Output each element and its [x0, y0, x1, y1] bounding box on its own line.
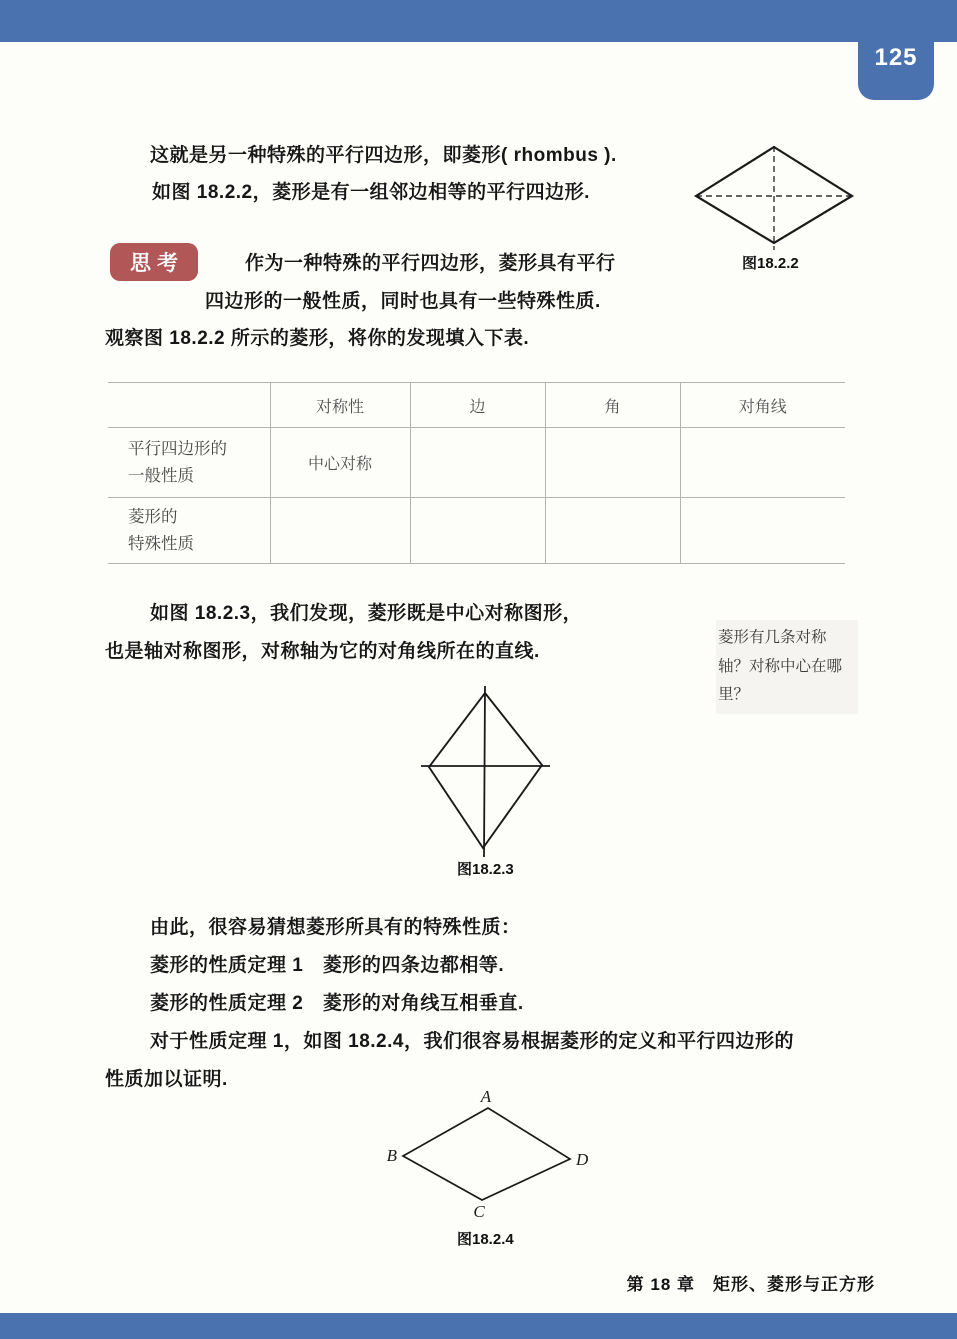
- cell-parallelogram-symmetry: 中心对称: [270, 428, 410, 498]
- rhombus-18-2-2: [688, 140, 860, 252]
- table-header-symmetry: 对称性: [270, 383, 410, 428]
- theorem-2: 菱形的性质定理 2 菱形的对角线互相垂直.: [150, 993, 524, 1014]
- guess-line: 由此，很容易猜想菱形所具有的特殊性质：: [150, 917, 521, 938]
- rhombus-18-2-4: [385, 1088, 595, 1220]
- proof-line-1: 对于性质定理 1，如图 18.2.4，我们很容易根据菱形的定义和平行四边形的: [150, 1031, 794, 1052]
- row-label-parallelogram-line2: 一般性质: [128, 466, 194, 485]
- cell-parallelogram-sides: [410, 428, 545, 498]
- figure-18-2-3: [420, 685, 552, 859]
- cell-rhombus-diagonals: [680, 498, 845, 564]
- table-header-diagonals: 对角线: [680, 383, 845, 428]
- rhombus-18-2-3: [420, 685, 552, 859]
- think-badge-label: 思考: [130, 252, 184, 275]
- think-line-2: 四边形的一般性质，同时也具有一些特殊性质.: [205, 291, 601, 312]
- think-badge: [110, 243, 198, 281]
- table-header-row: [108, 383, 845, 428]
- intro-line-1: 这就是另一种特殊的平行四边形，即菱形( rhombus ).: [150, 145, 617, 166]
- row-label-rhombus-line2: 特殊性质: [128, 534, 194, 553]
- figure-18-2-4: [385, 1088, 595, 1220]
- cell-parallelogram-diagonals: [680, 428, 845, 498]
- properties-table: [108, 382, 845, 564]
- vertex-label-b: B: [386, 1146, 397, 1165]
- theorem-1: 菱形的性质定理 1 菱形的四条边都相等.: [150, 955, 505, 976]
- table-header-sides: 边: [410, 383, 545, 428]
- cell-parallelogram-angles: [545, 428, 680, 498]
- cell-rhombus-sides: [410, 498, 545, 564]
- figure-18-2-2: [688, 140, 860, 252]
- margin-sidenote: 菱形有几条对称轴？对称中心在哪里？: [716, 620, 858, 714]
- vertical-diagonal: [484, 686, 485, 857]
- page-number: 125: [874, 44, 918, 71]
- vertex-label-c: C: [473, 1202, 485, 1220]
- figure-18-2-3-caption: 图18.2.3: [457, 861, 514, 878]
- intro-line-2: 如图 18.2.2，菱形是有一组邻边相等的平行四边形.: [152, 182, 590, 203]
- figure-18-2-2-caption: 图18.2.2: [742, 255, 799, 272]
- row-label-rhombus: [108, 498, 270, 564]
- vertex-label-d: D: [576, 1150, 589, 1169]
- vertex-label-a: A: [480, 1088, 492, 1106]
- proof-line-2: 性质加以证明.: [105, 1069, 228, 1090]
- row-label-parallelogram: [108, 428, 270, 498]
- row-label-parallelogram-line1: 平行四边形的: [128, 440, 227, 459]
- figure-18-2-4-caption: 图18.2.4: [457, 1231, 514, 1248]
- chapter-footer: 第 18 章 矩形、菱形与正方形: [626, 1275, 875, 1294]
- cell-rhombus-angles: [545, 498, 680, 564]
- think-line-1: 作为一种特殊的平行四边形，菱形具有平行: [245, 253, 616, 274]
- table-header-angles: 角: [545, 383, 680, 428]
- think-line-3: 观察图 18.2.2 所示的菱形，将你的发现填入下表.: [105, 328, 530, 349]
- bottom-band: [0, 1313, 957, 1339]
- table-header-empty: [108, 383, 270, 428]
- rhombus-outline: [403, 1108, 570, 1200]
- para-223-line-1: 如图 18.2.3，我们发现，菱形既是中心对称图形，: [150, 603, 583, 624]
- table-row-rhombus: [108, 498, 845, 564]
- para-223-line-2: 也是轴对称图形，对称轴为它的对角线所在的直线.: [105, 641, 540, 662]
- row-label-rhombus-line1: 菱形的: [128, 508, 178, 527]
- cell-rhombus-symmetry: [270, 498, 410, 564]
- top-band: [0, 0, 957, 42]
- table-row-parallelogram: [108, 428, 845, 498]
- page-number-tab: [858, 0, 934, 100]
